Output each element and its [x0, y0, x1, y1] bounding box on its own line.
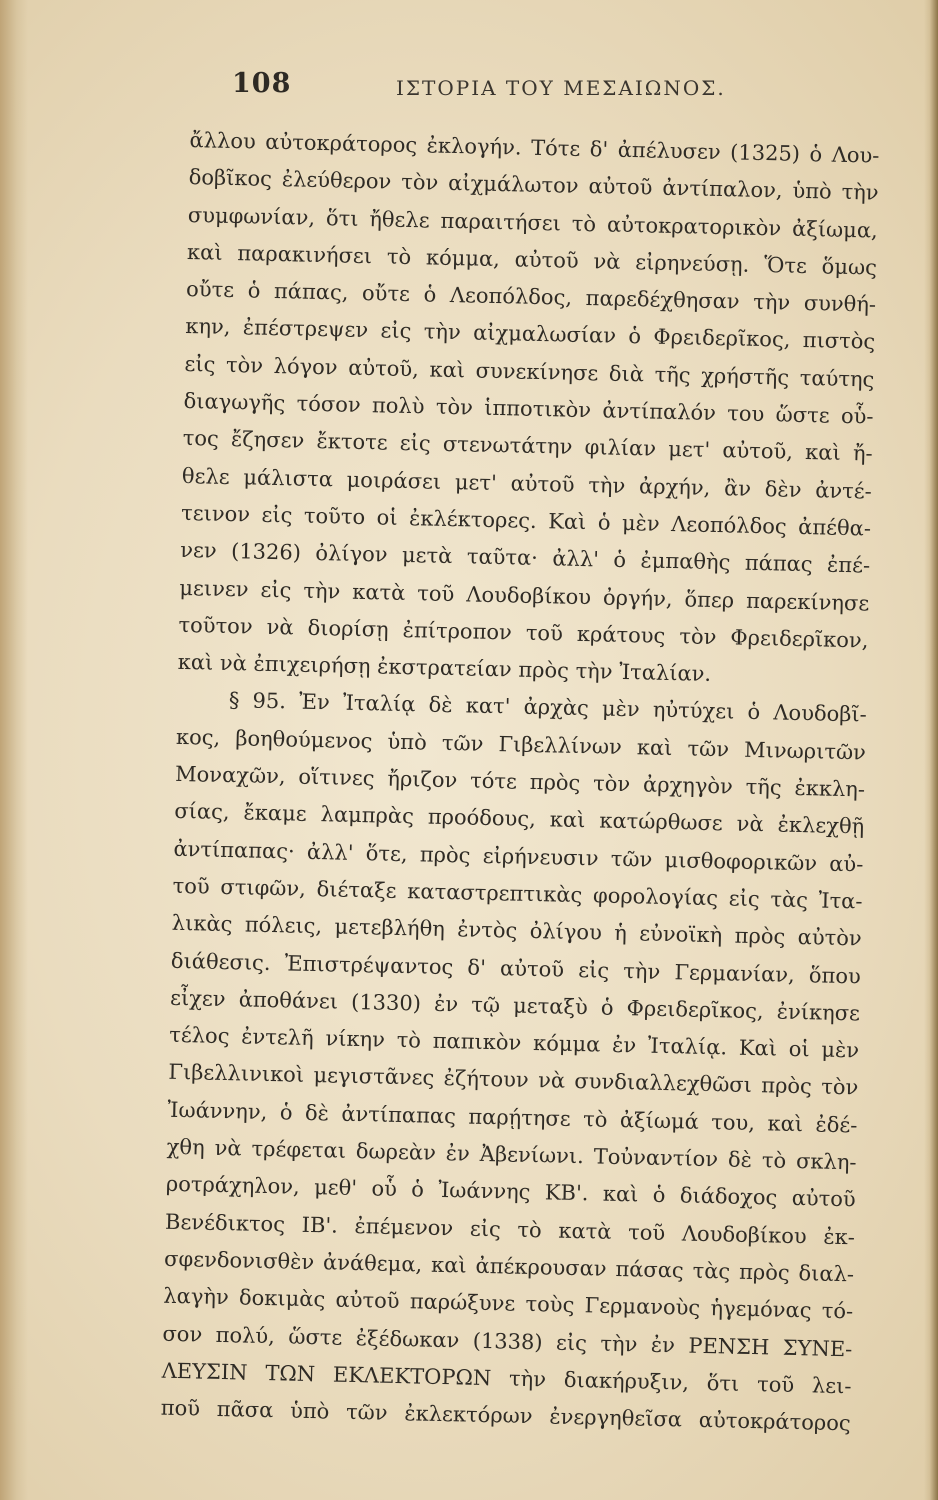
text-line: τέλος ἐντελῆ νίκην τὸ παπικὸν κόμμα ἐν Ἰταλίᾳ. Καὶ οἱ μὲν — [169, 1022, 860, 1063]
text-line: σφενδονισθὲν ἀνάθεμα, καὶ ἀπέκρουσαν πάσας τὰς πρὸς διαλ- — [163, 1246, 855, 1287]
text-line: διαγωγῆς τόσον πολὺ τὸν ἱπποτικὸν ἀντίπαλόν του ὥστε οὗ- — [183, 389, 874, 429]
text-line: χθη νὰ τρέφεται δωρεὰν ἐν Ἀβενίωνι. Τοὐναντίον δὲ τὸ σκλη- — [166, 1134, 857, 1175]
text-line: δοβῖκος ἐλεύθερον τὸν αἰχμάλωτον αὐτοῦ ἀντίπαλον, ὑπὸ τὴν — [188, 165, 879, 205]
text-line: Μοναχῶν, οἵτινες ἤριζον τότε πρὸς τὸν ἀρχηγὸν τῆς ἐκκλη- — [174, 761, 866, 802]
running-head: ΙΣΤΟΡΙΑ ΤΟΥ ΜΕΣΑΙΩΝΟΣ. — [396, 76, 726, 100]
text-line: κην, ἐπέστρεψεν εἰς τὴν αἰχμαλωσίαν ὁ Φρειδερῖκος, πιστὸς — [185, 314, 876, 355]
text-line: καὶ νὰ ἐπιχειρήσῃ ἐκστρατείαν πρὸς τὴν Ἰταλίαν. — [177, 650, 712, 687]
text-line: διάθεσις. Ἐπιστρέψαντος δ' αὐτοῦ εἰς τὴν Γερμανίαν, ὅπου — [170, 948, 862, 988]
text-line: Βενέδικτος ΙΒ'. ἐπέμενον εἰς τὸ κατὰ τοῦ Λουδοβίκου ἐκ- — [164, 1209, 856, 1249]
text-line: συμφωνίαν, ὅτι ἤθελε παραιτήσει τὸ αὐτοκρατορικὸν ἀξίωμα, — [187, 202, 878, 243]
text-line: καὶ παρακινήσει τὸ κόμμα, αὐτοῦ νὰ εἰρηνεύσῃ. Ὅτε ὅμως — [186, 239, 878, 280]
text-line: Γιβελλινικοὶ μεγιστᾶνες ἐζήτουν νὰ συνδιαλλεχθῶσι πρὸς τὸν — [168, 1060, 859, 1100]
text-line: εἶχεν ἀποθάνει (1330) ἐν τῷ μεταξὺ ὁ Φρειδερῖκος, ἐνίκησε — [169, 985, 861, 1026]
text-line: ἀντίπαπας· ἀλλ' ὅτε, πρὸς εἰρήνευσιν τῶν μισθοφορικῶν αὐ- — [173, 836, 864, 877]
page-header — [232, 68, 752, 108]
text-line: ἄλλου αὐτοκράτορος ἐκλογήν. Τότε δ' ἀπέλυσεν (1325) ὁ Λου- — [189, 127, 880, 168]
body-text — [160, 122, 879, 1443]
text-line: ποῦ πᾶσα ὑπὸ τῶν ἐκλεκτόρων ἐνεργηθεῖσα αὐτοκράτορος — [160, 1395, 851, 1436]
text-line: τος ἔζησεν ἔκτοτε εἰς στενωτάτην φιλίαν μετ' αὐτοῦ, καὶ ἤ- — [182, 426, 873, 466]
text-line: νεν (1326) ὀλίγον μετὰ ταῦτα· ἀλλ' ὁ ἐμπαθὴς πάπας ἐπέ- — [180, 538, 871, 578]
section-95-start: § 95. Ἐν Ἰταλίᾳ δὲ κατ' ἀρχὰς μὲν ηὐτύχει ὁ Λουδοβῖ- — [228, 688, 867, 727]
text-line: κος, βοηθούμενος ὑπὸ τῶν Γιβελλίνων καὶ τῶν Μινωριτῶν — [175, 724, 867, 765]
text-line: τοῦτον νὰ διορίσῃ ἐπίτροπον τοῦ κράτους τὸν Φρειδερῖκον, — [178, 612, 869, 653]
text-line: ροτράχηλον, μεθ' οὗ ὁ Ἰωάννης ΚΒ'. καὶ ὁ διάδοχος αὐτοῦ — [165, 1172, 856, 1212]
text-line: Ἰωάννην, ὁ δὲ ἀντίπαπας παρῄτησε τὸ ἀξίωμά του, καὶ ἐδέ- — [167, 1097, 858, 1138]
text-line: οὔτε ὁ πάπας, οὔτε ὁ Λεοπόλδος, παρεδέχθησαν τὴν συνθή- — [185, 277, 877, 317]
page-number: 108 — [232, 68, 292, 99]
text-line: λαγὴν δοκιμὰς αὐτοῦ παρώξυνε τοὺς Γερμανοὺς ἡγεμόνας τό- — [163, 1283, 854, 1324]
text-line: εἰς τὸν λόγον αὐτοῦ, καὶ συνεκίνησε διὰ τῆς χρήστῆς ταύτης — [184, 351, 875, 392]
text-line: σίας, ἔκαμε λαμπρὰς προόδους, καὶ κατώρθωσε νὰ ἐκλεχθῇ — [174, 799, 865, 839]
text-line: τοῦ στιφῶν, διέταξε καταστρεπτικὰς φορολογίας εἰς τὰς Ἰτα- — [172, 873, 863, 914]
text-line: ΛΕΥΣΙΝ ΤΩΝ ΕΚΛΕΚΤΟΡΩΝ τὴν διακήρυξιν, ὅτι τοῦ λει- — [161, 1358, 852, 1399]
text-line: θελε μάλιστα μοιράσει μετ' αὐτοῦ τὴν ἀρχήν, ἂν δὲν ἀντέ- — [181, 463, 873, 504]
text-line: σον πολύ, ὥστε ἐξέδωκαν (1338) εἰς τὴν ἐν ΡΕΝΣΗ ΣΥΝΕ- — [162, 1321, 853, 1361]
text-line: λικὰς πόλεις, μετεβλήθη ἐντὸς ὀλίγου ἡ εὐνοϊκὴ πρὸς αὐτὸν — [171, 911, 862, 951]
text-line: μεινεν εἰς τὴν κατὰ τοῦ Λουδοβίκου ὀργήν, ὅπερ παρεκίνησε — [179, 575, 870, 616]
text-line: τεινον εἰς τοῦτο οἱ ἐκλέκτορες. Καὶ ὁ μὲν Λεοπόλδος ἀπέθα- — [180, 500, 872, 541]
